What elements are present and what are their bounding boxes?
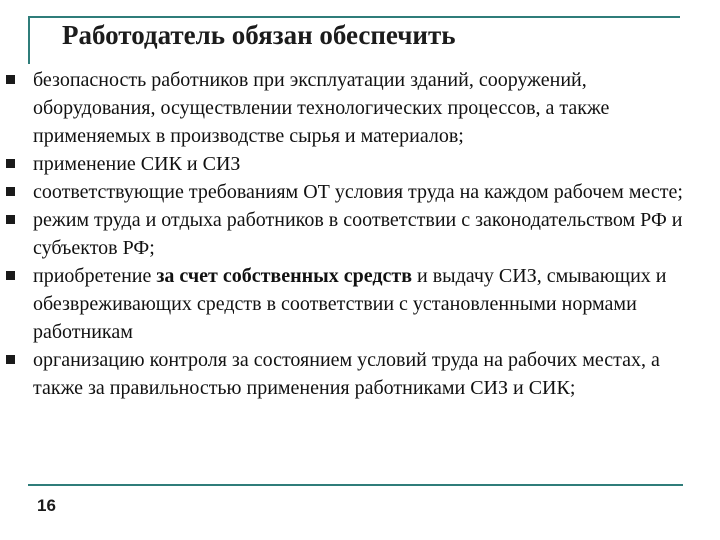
- list-item-text-after: и выдачу СИЗ, смывающих и обезвреживающих средств в соответствии с установленными нормами работникам: [33, 265, 667, 343]
- list-item-text-before: приобретение: [33, 265, 157, 287]
- list-item: [0, 178, 720, 206]
- list-item: [0, 66, 720, 150]
- square-bullet-icon: [6, 159, 15, 168]
- square-bullet-icon: [6, 355, 15, 364]
- bullet-list: [0, 66, 720, 402]
- list-item-text: применение СИК и СИЗ: [33, 153, 241, 175]
- list-item-text: соответствующие требованиям ОТ условия труда на каждом рабочем месте;: [33, 181, 683, 203]
- list-item-text-bold: за счет собственных средств: [156, 265, 413, 287]
- slide-title: Работодатель обязан обеспечить: [62, 20, 456, 50]
- list-item-text: организацию контроля за состоянием условий труда на рабочих местах, а также за правильностью применения работниками СИЗ и СИК;: [33, 349, 660, 399]
- square-bullet-icon: [6, 215, 15, 224]
- square-bullet-icon: [6, 187, 15, 196]
- list-item: [0, 206, 720, 262]
- square-bullet-icon: [6, 271, 15, 280]
- list-item: [0, 150, 720, 178]
- list-item-text: безопасность работников при эксплуатации зданий, сооружений, оборудования, осуществлении технологических процессов, а также применяемых в производстве сырья и материалов;: [33, 69, 610, 147]
- list-item: [0, 346, 720, 402]
- list-item-text: режим труда и отдыха работников в соответствии с законодательством РФ и субъектов РФ;: [33, 209, 683, 259]
- footer-divider: [28, 484, 683, 486]
- page-number: 16: [37, 496, 56, 515]
- square-bullet-icon: [6, 75, 15, 84]
- list-item: [0, 262, 720, 346]
